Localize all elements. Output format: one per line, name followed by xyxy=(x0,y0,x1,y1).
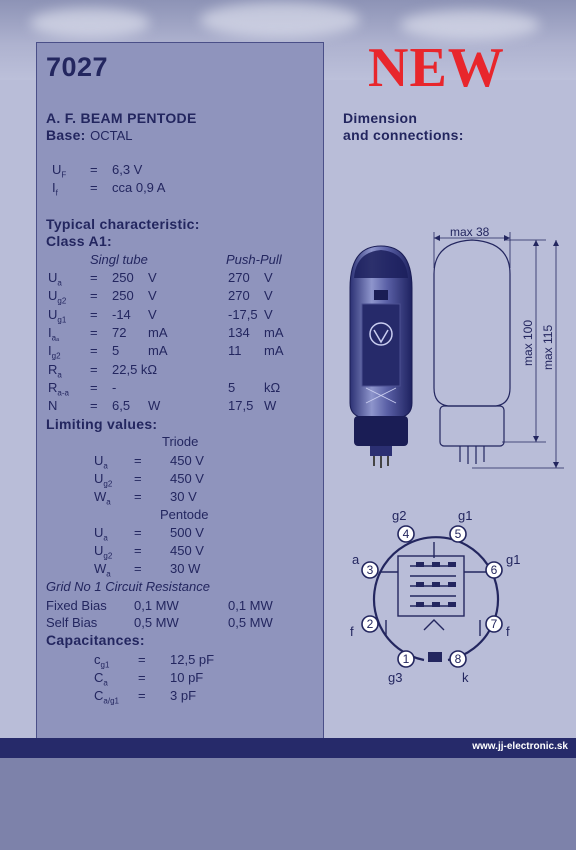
pin-7 xyxy=(486,616,502,632)
typical-single-value: 250 xyxy=(112,270,134,285)
svg-text:2: 2 xyxy=(366,617,374,631)
base-value: OCTAL xyxy=(90,128,133,143)
label-g3: g3 xyxy=(388,670,403,685)
typical-single-unit: mA xyxy=(148,343,168,359)
typical-single-unit: mA xyxy=(148,324,168,340)
typical-eq: = xyxy=(90,398,98,414)
pin-8 xyxy=(450,651,466,667)
label-g1-right: g1 xyxy=(506,552,521,567)
cap-sym: $C_{a/g1}$ xyxy=(94,688,119,706)
pin-3 xyxy=(362,562,378,578)
pin-diagram xyxy=(340,502,540,692)
typical-sym: $R_a$ xyxy=(48,361,62,380)
pentode_rows-eq: = xyxy=(134,543,142,558)
triode_rows-eq: = xyxy=(134,471,142,486)
cap-eq: = xyxy=(138,688,146,703)
dimension-drawing xyxy=(424,218,574,478)
typical-single-unit: V xyxy=(148,306,157,322)
grid-row-label: Self Bias xyxy=(46,615,98,630)
triode_rows-value: 450 V xyxy=(170,471,204,486)
typical-pp-unit: mA xyxy=(264,343,284,359)
typical-sym: $R_{a-a}$ xyxy=(48,379,69,398)
cloud xyxy=(30,8,150,38)
new-badge: NEW xyxy=(368,37,505,99)
label-g2: g2 xyxy=(392,508,407,523)
typical-single-value: 5 xyxy=(112,343,120,359)
typical-single-value: - xyxy=(112,379,117,395)
grid-row-label: Fixed Bias xyxy=(46,598,107,613)
typical-single-unit: V xyxy=(148,270,157,285)
typical-single-value: -14 xyxy=(112,306,131,322)
limiting-title: Limiting values: xyxy=(46,416,158,432)
grid-row-value-1: 0,5 MW xyxy=(134,615,179,630)
typical-pp-unit: W xyxy=(264,398,277,414)
triode_rows-eq: = xyxy=(134,453,142,468)
pentode-label: Pentode xyxy=(160,507,209,522)
pentode_rows-value: 30 W xyxy=(170,561,201,576)
height-label-1: max 100 xyxy=(521,319,535,366)
footer-url[interactable]: www.jj-electronic.sk xyxy=(472,741,568,752)
triode_rows-value: 450 V xyxy=(170,453,204,468)
triode_rows-eq: = xyxy=(134,489,142,504)
footer-bar xyxy=(0,738,576,758)
typical-title: Typical characteristic: xyxy=(46,216,200,232)
dimension-title-1: Dimension xyxy=(343,110,418,126)
typical-pp-value: -17,5 xyxy=(228,306,258,322)
typical-pp-unit: mA xyxy=(264,324,284,340)
svg-text:5: 5 xyxy=(454,527,462,541)
label-g1-top: g1 xyxy=(458,508,473,523)
width-label: max 38 xyxy=(450,225,490,239)
pentode_rows-eq: = xyxy=(134,525,142,540)
pentode_rows-eq: = xyxy=(134,561,142,576)
base-outline xyxy=(440,406,504,446)
pentode_rows-sym: $U_a$ xyxy=(94,525,108,543)
typical-single-unit: W xyxy=(148,398,161,414)
typical-pp-value: 5 xyxy=(228,379,236,395)
pentode_rows-value: 450 V xyxy=(170,543,204,558)
triode_rows-sym: $W_a$ xyxy=(94,489,111,507)
typical-single-value: 72 xyxy=(112,324,127,340)
pin-1 xyxy=(398,651,414,667)
triode_rows-value: 30 V xyxy=(170,489,197,504)
heater-eq-1: = xyxy=(90,180,98,195)
heater-eq-0: = xyxy=(90,162,98,177)
label-k: k xyxy=(462,670,469,685)
pentode_rows-sym: $W_a$ xyxy=(94,561,111,579)
triode_rows-sym: $U_a$ xyxy=(94,453,108,471)
pin-4 xyxy=(398,526,414,542)
typical-pp-value: 270 xyxy=(228,270,250,285)
typical-sym: $I_{g2}$ xyxy=(48,343,61,361)
grid-title: Grid No 1 Circuit Resistance xyxy=(46,579,210,594)
typical-single-value: 22,5 kΩ xyxy=(112,361,158,377)
label-f-left: f xyxy=(350,624,354,639)
typical-eq: = xyxy=(90,343,98,359)
cap-sym: $c_{g1}$ xyxy=(94,652,110,670)
typical-pp-value: 11 xyxy=(228,343,242,359)
typical-single-unit: V xyxy=(148,288,157,304)
typical-eq: = xyxy=(90,288,98,304)
cap-eq: = xyxy=(138,652,146,667)
svg-text:6: 6 xyxy=(490,563,498,577)
base-line xyxy=(46,127,132,145)
tube-type: A. F. BEAM PENTODE xyxy=(46,110,197,126)
typical-pp-value: 17,5 xyxy=(228,398,254,414)
typical-sym: $I_{a_a}$ xyxy=(48,324,60,343)
dimension-title-2: and connections: xyxy=(343,127,464,143)
cap-value: 12,5 pF xyxy=(170,652,215,667)
typical-pp-unit: V xyxy=(264,270,273,285)
typical-sym: $U_a$ xyxy=(48,270,62,288)
typical-eq: = xyxy=(90,270,98,285)
heater-sym-1: $I_f$ xyxy=(52,180,58,198)
typical-sym: $U_{g1}$ xyxy=(48,306,67,325)
pin-5 xyxy=(450,526,466,542)
pin-6 xyxy=(486,562,502,578)
typical-pp-value: 270 xyxy=(228,288,250,304)
label-a: a xyxy=(352,552,360,567)
grid-row-value-2: 0,5 MW xyxy=(228,615,273,630)
typical-pp-unit: V xyxy=(264,288,273,304)
typical-pp-unit: kΩ xyxy=(264,379,281,395)
typical-sym: $U_{g2}$ xyxy=(48,288,67,306)
class-title: Class A1: xyxy=(46,233,112,249)
base-label: Base: xyxy=(46,127,86,143)
typical-eq: = xyxy=(90,379,98,395)
col-single: Singl tube xyxy=(90,252,148,267)
grid-row-value-2: 0,1 MW xyxy=(228,598,273,613)
cap-value: 10 pF xyxy=(170,670,204,685)
page-title: 7027 xyxy=(46,52,109,82)
svg-text:4: 4 xyxy=(402,527,410,541)
cloud xyxy=(200,2,360,38)
typical-eq: = xyxy=(90,361,98,377)
svg-text:8: 8 xyxy=(454,652,462,666)
pin-2 xyxy=(362,616,378,632)
typical-pp-value: 134 xyxy=(228,324,250,340)
svg-text:1: 1 xyxy=(402,652,410,666)
typical-eq: = xyxy=(90,306,98,322)
cap-eq: = xyxy=(138,670,146,685)
typical-sym: N xyxy=(48,398,58,414)
grid-row-value-1: 0,1 MW xyxy=(134,598,179,613)
tube-outline xyxy=(434,240,510,406)
typical-single-value: 6,5 xyxy=(112,398,131,414)
heater-val-0: 6,3 V xyxy=(112,162,143,177)
cap-value: 3 pF xyxy=(170,688,197,703)
heater-val-1: cca 0,9 A xyxy=(112,180,166,195)
label-f-right: f xyxy=(506,624,510,639)
pentode_rows-value: 500 V xyxy=(170,525,204,540)
bottom-band xyxy=(0,758,576,850)
svg-text:7: 7 xyxy=(490,617,498,631)
svg-text:3: 3 xyxy=(366,563,374,577)
cap-title: Capacitances: xyxy=(46,632,145,648)
col-pushpull: Push-Pull xyxy=(226,252,282,267)
triode-label: Triode xyxy=(162,434,199,449)
typical-eq: = xyxy=(90,324,98,340)
cap-sym: $C_a$ xyxy=(94,670,108,688)
typical-pp-unit: V xyxy=(264,306,273,322)
height-label-2: max 115 xyxy=(541,324,555,370)
triode_rows-sym: $U_{g2}$ xyxy=(94,471,113,489)
typical-single-value: 250 xyxy=(112,288,134,304)
heater-sym-0: $U_F$ xyxy=(52,162,67,180)
pentode_rows-sym: $U_{g2}$ xyxy=(94,543,113,561)
tube-photo xyxy=(336,238,426,470)
